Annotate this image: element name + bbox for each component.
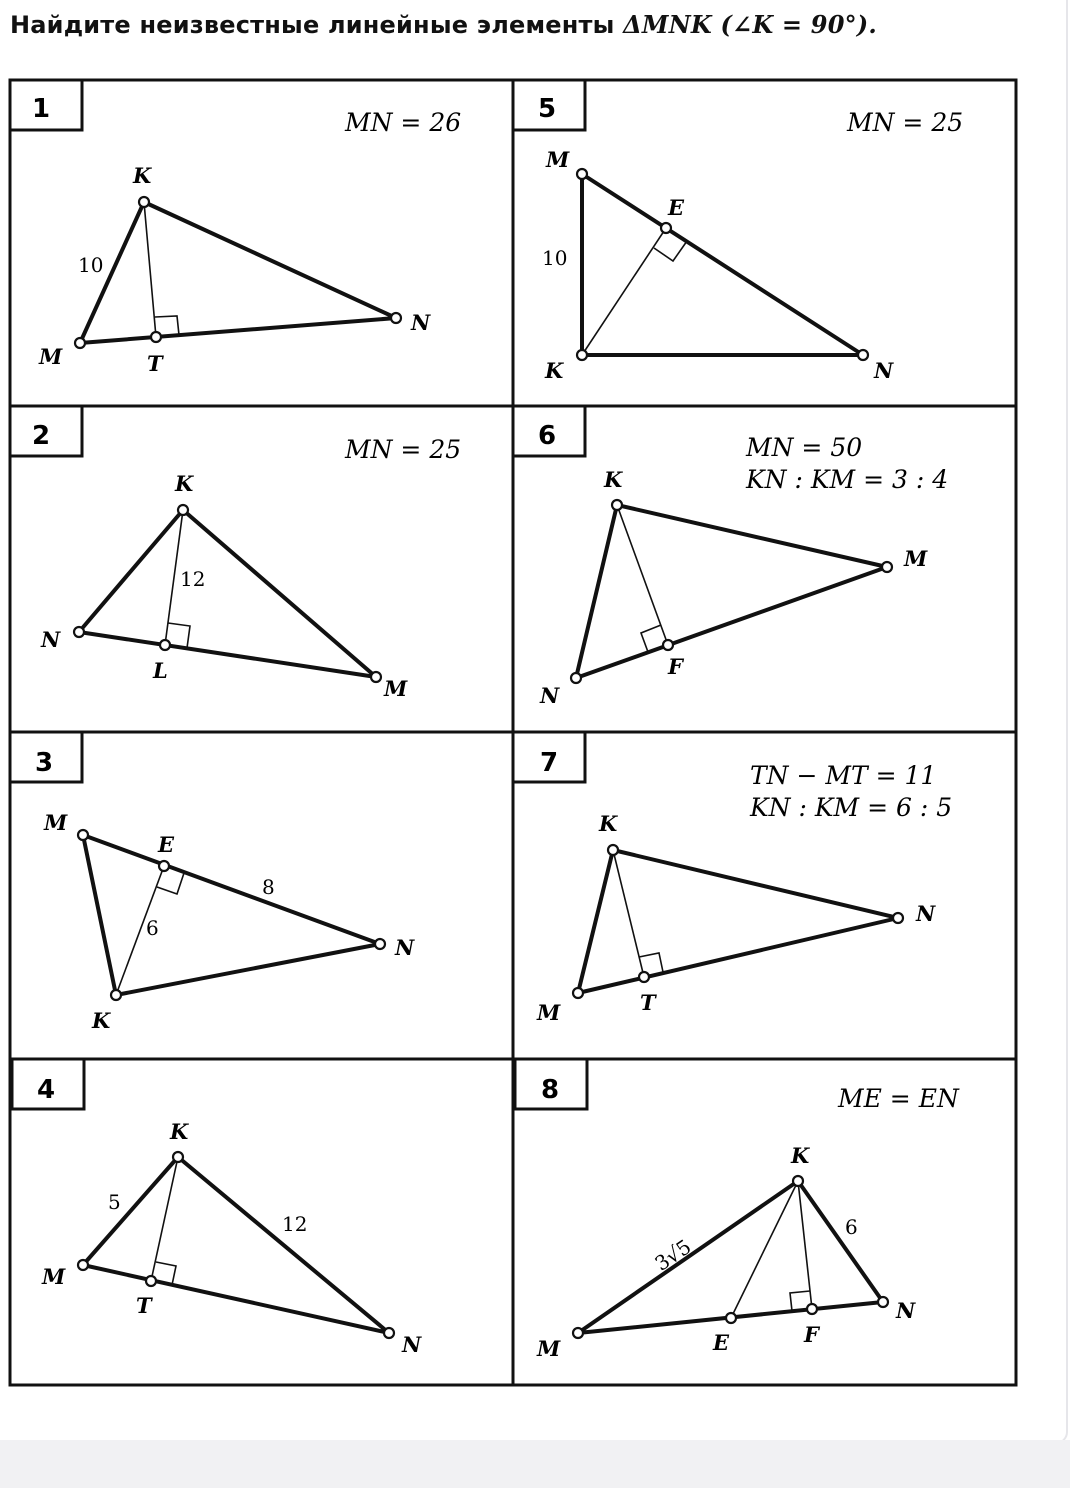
length-mk: 10 [542,246,568,270]
label-m: M [42,1264,66,1289]
point-k [793,1176,803,1186]
label-l: L [153,658,168,683]
title-math: ΔMNK (∠K = 90°). [623,10,877,39]
problem-cell-5 [513,80,963,383]
point-m [573,1328,583,1338]
label-f: F [804,1322,819,1347]
point-m [78,830,88,840]
label-k: K [92,1008,111,1033]
point-n [858,350,868,360]
point-k [139,197,149,207]
point-n [893,913,903,923]
given-condition-1: TN − MT = 11 [750,761,937,790]
cell-number: 8 [541,1075,560,1105]
point-k [111,990,121,1000]
point-n [74,627,84,637]
altitude-kt [151,1157,178,1281]
point-n [375,939,385,949]
point-n [391,313,401,323]
point-e [726,1313,736,1323]
point-k [178,505,188,515]
label-e: E [158,832,175,857]
length-kn: 6 [845,1215,858,1239]
altitude-kt [144,202,156,337]
point-k [173,1152,183,1162]
median-ke [731,1181,798,1318]
given-condition-2: KN : KM = 3 : 4 [746,465,949,494]
point-l [160,640,170,650]
label-n: N [540,683,560,708]
given-condition-2: KN : KM = 6 : 5 [750,793,953,822]
cell-number: 3 [35,748,54,778]
length-kn: 12 [282,1212,308,1236]
triangle-mnk [576,505,887,678]
given-condition-1: MN = 50 [746,433,863,462]
triangle-mnk [83,1157,389,1333]
point-n [878,1297,888,1307]
given-condition: MN = 25 [847,108,964,137]
given-condition: MN = 26 [345,108,462,137]
label-n: N [41,627,61,652]
altitude-kf [617,505,668,645]
triangle-mnk [83,835,380,995]
point-t [151,332,161,342]
label-m: M [44,810,68,835]
label-t: T [136,1293,152,1318]
length-en: 8 [262,875,275,899]
label-t: T [640,990,656,1015]
label-k: K [599,811,618,836]
problem-cell-3 [10,732,415,1033]
label-k: K [175,471,194,496]
point-m [882,562,892,572]
label-n: N [395,935,415,960]
label-n: N [916,901,936,926]
point-n [571,673,581,683]
label-k: K [170,1119,189,1144]
point-m [577,169,587,179]
label-k: K [604,467,623,492]
label-f: F [668,654,683,679]
point-m [573,988,583,998]
cell-number: 6 [538,421,557,451]
label-n: N [896,1298,916,1323]
label-n: N [411,310,431,335]
label-m: M [546,147,570,172]
length-km: 5 [108,1190,121,1214]
problem-cell-2 [10,406,461,701]
cell-number: 4 [37,1075,56,1105]
label-e: E [713,1330,730,1355]
label-t: T [147,351,163,376]
triangle-mnk [578,850,898,993]
point-k [612,500,622,510]
label-n: N [874,358,894,383]
problem-cell-7 [513,732,952,1025]
triangle-mnk [79,510,376,677]
altitude-ke [582,228,666,355]
problem-cell-8 [515,1059,960,1361]
point-e [661,223,671,233]
triangle-mnk [80,202,396,343]
point-m [371,672,381,682]
length-km: 3√5 [650,1234,696,1276]
cell-number: 2 [32,421,51,451]
title-text: Найдите неизвестные линейные элементы [10,11,624,39]
label-m: M [904,546,928,571]
right-angle-mark [654,241,687,261]
point-f [663,640,673,650]
altitude-kt [613,850,644,977]
label-m: M [384,676,408,701]
problem-cell-4 [12,1059,422,1357]
label-k: K [791,1143,810,1168]
point-m [75,338,85,348]
label-m: M [39,344,63,369]
cell-number: 7 [540,748,559,778]
triangle-mnk [582,174,863,355]
length-km: 10 [78,253,104,277]
given-condition: MN = 25 [345,435,462,464]
point-t [146,1276,156,1286]
label-m: M [537,1000,561,1025]
point-m [78,1260,88,1270]
given-condition: ME = EN [838,1084,959,1113]
label-e: E [668,195,685,220]
point-f [807,1304,817,1314]
label-n: N [402,1332,422,1357]
point-n [384,1328,394,1338]
problem-cell-6 [513,406,948,708]
triangle-mnk [578,1181,883,1333]
point-k [608,845,618,855]
label-k: K [545,358,564,383]
point-t [639,972,649,982]
point-k [577,350,587,360]
label-m: M [537,1336,561,1361]
page-footer-bar [0,1440,1070,1488]
cell-number: 1 [32,94,51,124]
cell-number: 5 [538,94,557,124]
length-ke: 6 [146,916,159,940]
length-kl: 12 [180,567,206,591]
point-e [159,861,169,871]
label-k: K [133,163,152,188]
problem-cell-1 [10,80,461,376]
